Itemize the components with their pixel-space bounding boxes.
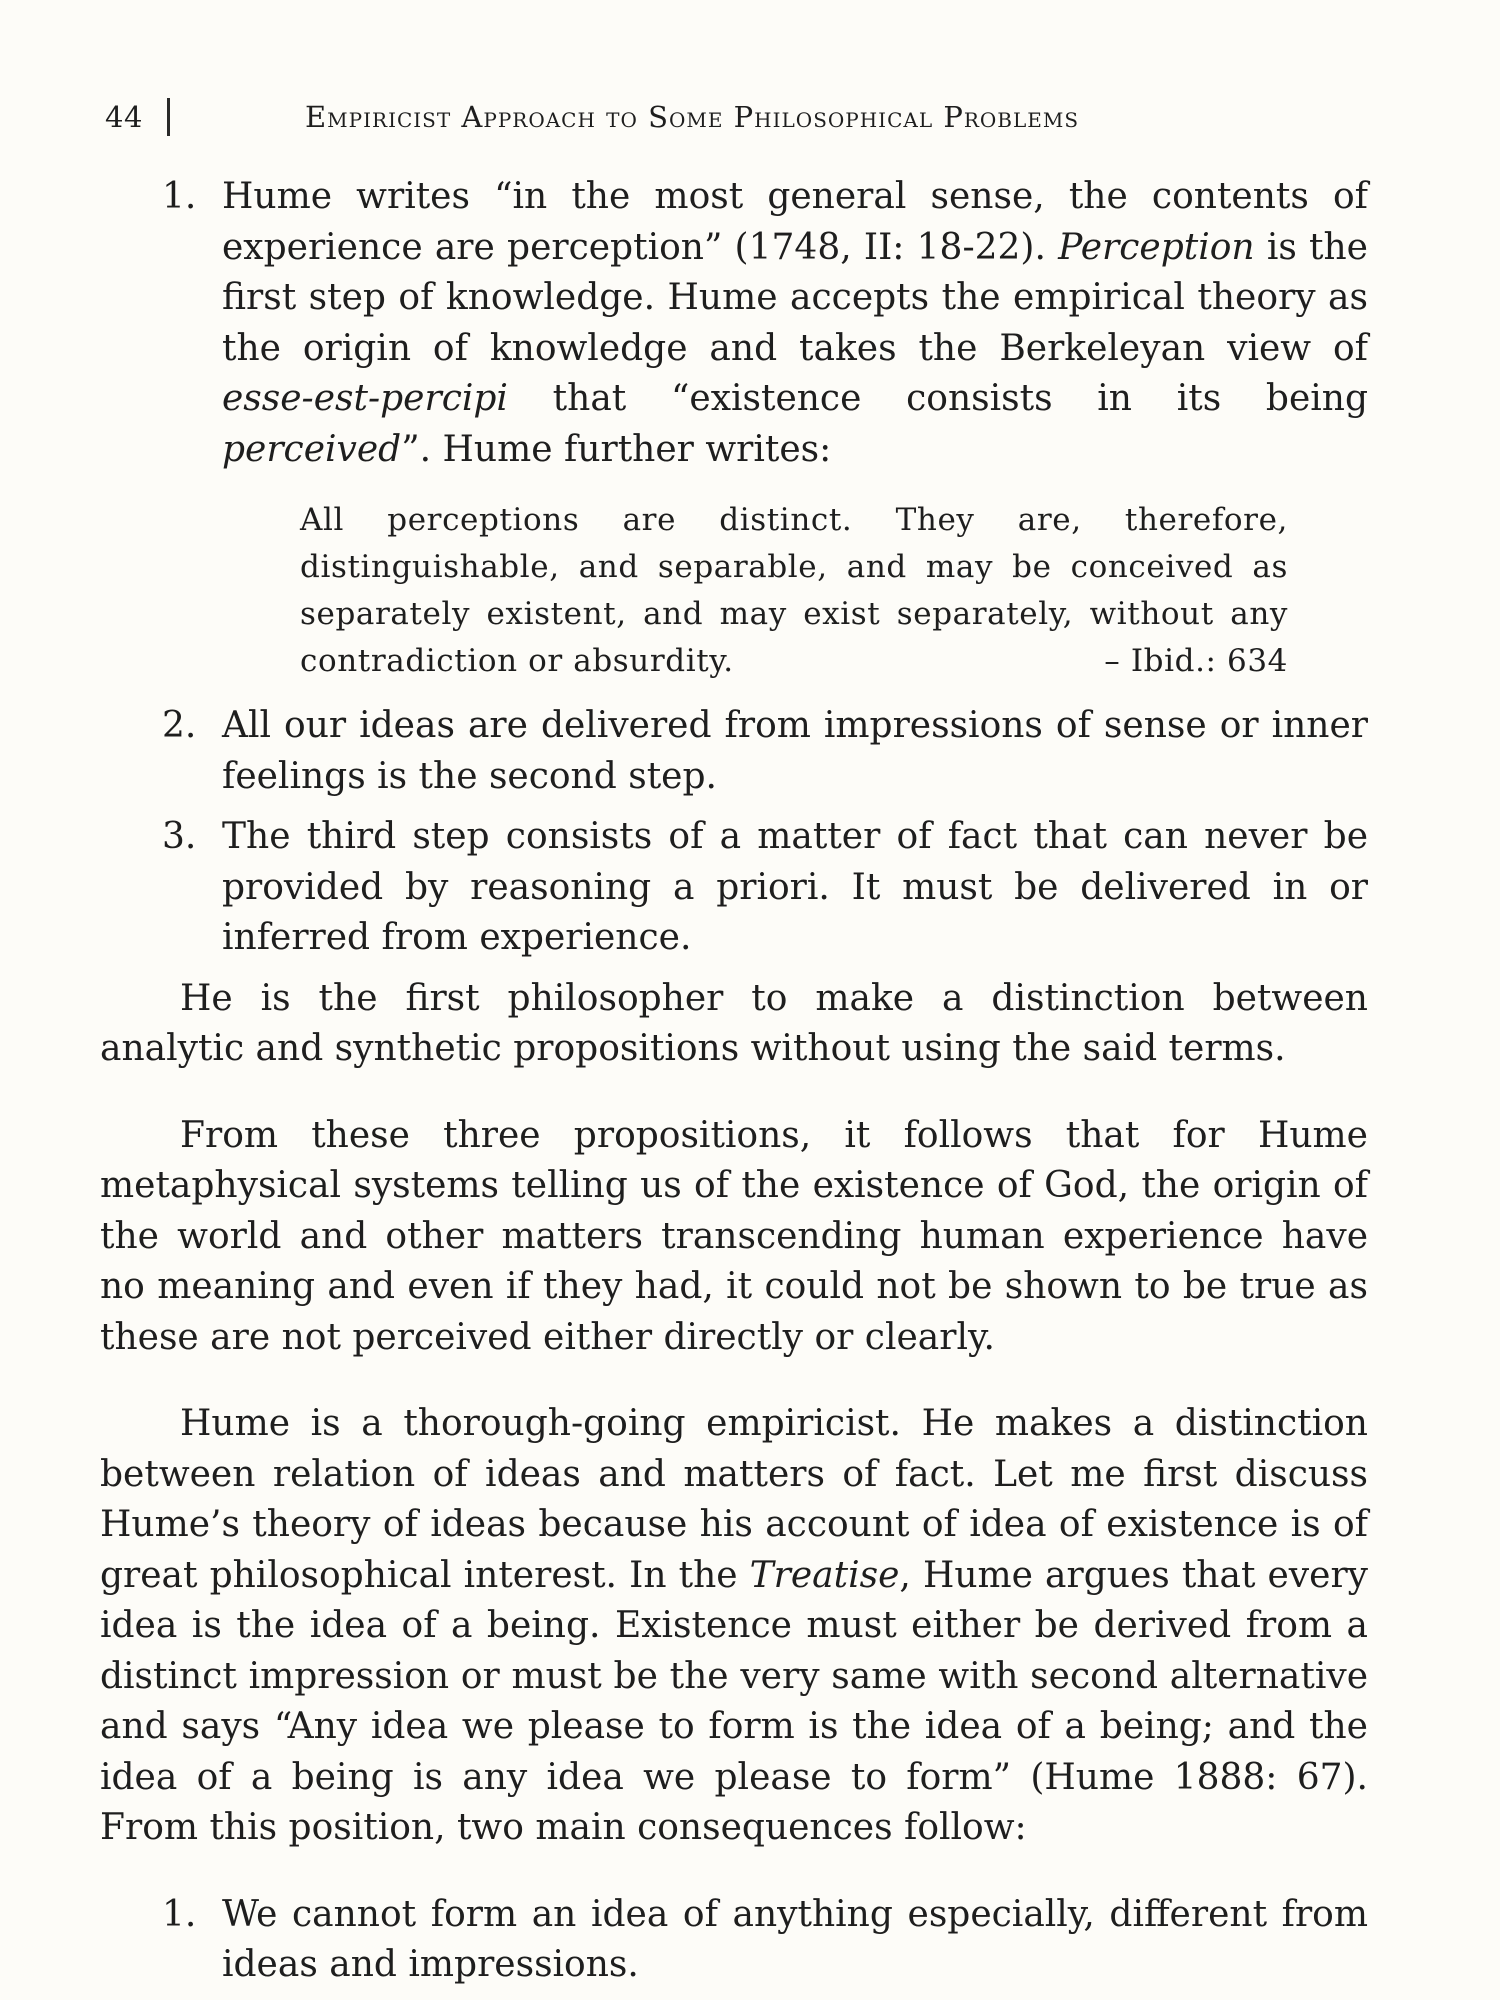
list-item xyxy=(100,1890,1368,1991)
item-text: We cannot form an idea of anything especially, different from ideas and impressions. xyxy=(222,1893,1368,1985)
paragraph: He is the first philosopher to make a distinction between analytic and synthetic propositions without using the said terms. xyxy=(100,977,1368,1069)
page-number: 44 xyxy=(105,100,143,134)
header-divider xyxy=(167,98,170,136)
list-item xyxy=(100,172,1368,475)
paragraph: Hume is a thorough-going empiricist. He makes a distinction between relation of ideas and matters of fact. Let me first discuss Hume’s theory of ideas because his account of idea of existence is of great philosophical interest. In the Treatise, Hume argues that every idea is the idea of a being. Existence must either be derived from a distinct impression or must be the very same with second alternative and says “Any idea we please to form is the idea of a being; and the idea of a being is any idea we please to form” (Hume 1888: 67). From this position, two main consequences follow: xyxy=(100,1403,1368,1848)
item-text: Hume writes “in the most general sense, the contents of experience are perception” (1748, II: 18-22). Perception is the first step of knowledge. Hume accepts the empirical theory as the origin of knowledge and takes the Berkeleyan view of esse-est-percipi that “existence consists in its being perceived”. Hume further writes: xyxy=(222,176,1368,470)
list-item xyxy=(100,812,1368,964)
list-number: 3. xyxy=(162,816,197,857)
paragraph: From these three propositions, it follows that for Hume metaphysical systems telling us of the existence of God, the origin of the world and other matters transcending human experience have no meaning and even if they had, it could not be shown to be true as these are not perceived either directly or clearly. xyxy=(100,1114,1368,1358)
running-header xyxy=(105,100,1405,140)
list-item xyxy=(100,701,1368,802)
list-number: 2. xyxy=(162,705,197,746)
quote-text: All perceptions are distinct. They are, therefore, distinguishable, and separable, and may be conceived as separately existent, and may exist separately, without any contradiction or absurdity. xyxy=(300,502,1288,679)
quote-citation: – Ibid.: 634 xyxy=(1104,643,1288,679)
page-body xyxy=(100,172,1368,1991)
block-quote xyxy=(300,497,1288,685)
item-text: All our ideas are delivered from impressions of sense or inner feelings is the second step. xyxy=(222,705,1368,797)
running-title: Empiricist Approach to Some Philosophical Problems xyxy=(305,100,1080,134)
item-text: The third step consists of a matter of fact that can never be provided by reasoning a priori. It must be delivered in or inferred from experience. xyxy=(222,816,1368,958)
list-number: 1. xyxy=(162,176,197,217)
list-number: 1. xyxy=(162,1893,197,1935)
